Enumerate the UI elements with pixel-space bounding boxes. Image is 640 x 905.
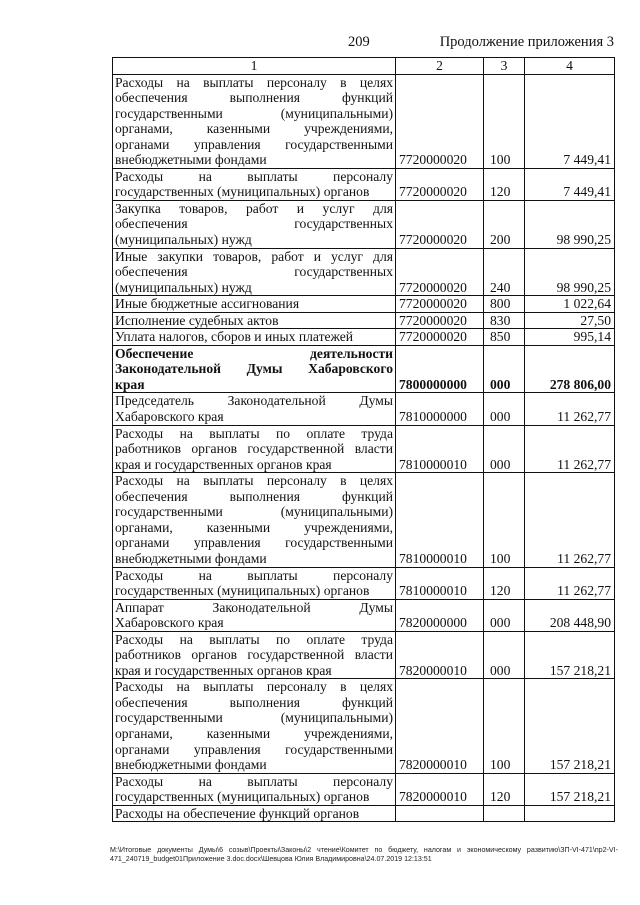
amount: 208 448,90 — [525, 599, 615, 631]
row-name-line: внебюджетными фондами — [115, 757, 267, 773]
row-name-line: государственными (муниципальными) — [115, 504, 393, 520]
row-name — [113, 805, 396, 822]
table-row — [113, 296, 615, 313]
target-article-code: 7820000000 — [396, 599, 484, 631]
amount: 7 449,41 — [525, 74, 615, 168]
row-name — [113, 74, 396, 168]
target-article-code: 7720000020 — [396, 248, 484, 296]
row-name-line: Законодательной Думы Хабаровского — [115, 361, 393, 377]
row-name-line: работников органов государственной власти — [115, 647, 393, 663]
amount: 278 806,00 — [525, 345, 615, 393]
expense-type-code: 850 — [484, 329, 525, 346]
column-number-row — [113, 58, 615, 75]
row-name — [113, 329, 396, 346]
row-name-line: органами, казенными учреждениями, — [115, 519, 393, 535]
table-row — [113, 425, 615, 473]
row-name-line: государственных (муниципальных) органов — [115, 789, 370, 805]
table-row — [113, 805, 615, 822]
amount: 157 218,21 — [525, 773, 615, 805]
amount: 1 022,64 — [525, 296, 615, 313]
row-name-line: Расходы на выплаты персоналу — [115, 773, 393, 789]
amount: 157 218,21 — [525, 679, 615, 773]
target-article-code: 7720000020 — [396, 74, 484, 168]
row-name — [113, 631, 396, 679]
table-row — [113, 345, 615, 393]
row-name-line: Расходы на выплаты по оплате труда — [115, 631, 393, 647]
row-name-line: Иные бюджетные ассигнования — [115, 296, 300, 312]
budget-table — [112, 57, 615, 822]
row-name-line: органами управления государственными — [115, 535, 393, 551]
table-row — [113, 393, 615, 425]
target-article-code: 7800000000 — [396, 345, 484, 393]
row-name-line: обеспечения выполнения функций — [115, 488, 393, 504]
row-name — [113, 473, 396, 567]
row-name-line: государственных (муниципальных) органов — [115, 583, 370, 599]
amount — [525, 805, 615, 822]
row-name — [113, 425, 396, 473]
row-name-line: органами, казенными учреждениями, — [115, 121, 393, 137]
target-article-code: 7820000010 — [396, 631, 484, 679]
expense-type-code: 100 — [484, 74, 525, 168]
row-name-line: Расходы на обеспечение функций органов — [115, 805, 360, 821]
target-article-code: 7720000020 — [396, 168, 484, 200]
table-row — [113, 168, 615, 200]
target-article-code — [396, 805, 484, 822]
expense-type-code: 000 — [484, 393, 525, 425]
amount: 11 262,77 — [525, 425, 615, 473]
row-name-line: органами управления государственными — [115, 741, 393, 757]
row-name-line: Расходы на выплаты персоналу — [115, 567, 393, 583]
table-row — [113, 631, 615, 679]
row-name-line: (муниципальных) нужд — [115, 279, 252, 295]
row-name-line: Председатель Законодательной Думы — [115, 393, 393, 409]
page-number: 209 — [348, 34, 370, 50]
table-row — [113, 74, 615, 168]
row-name-line: края и государственных органов края — [115, 456, 332, 472]
table-row — [113, 599, 615, 631]
row-name-line: обеспечения государственных — [115, 216, 393, 232]
expense-type-code: 200 — [484, 200, 525, 248]
row-name-line: Уплата налогов, сборов и иных платежей — [115, 329, 354, 345]
column-number: 3 — [484, 58, 525, 75]
amount: 11 262,77 — [525, 567, 615, 599]
continuation-label: Продолжение приложения 3 — [439, 34, 614, 50]
row-name-line: Расходы на выплаты персоналу в целях — [115, 74, 393, 90]
expense-type-code — [484, 805, 525, 822]
row-name-line: Исполнение судебных актов — [115, 312, 279, 328]
row-name-line: органами управления государственными — [115, 136, 393, 152]
target-article-code: 7820000010 — [396, 679, 484, 773]
row-name — [113, 599, 396, 631]
table-row — [113, 329, 615, 346]
target-article-code: 7810000010 — [396, 473, 484, 567]
expense-type-code: 000 — [484, 631, 525, 679]
row-name-line: обеспечения государственных — [115, 264, 393, 280]
row-name-line: внебюджетными фондами — [115, 152, 267, 168]
row-name-line: государственных (муниципальных) органов — [115, 184, 370, 200]
table-row — [113, 473, 615, 567]
expense-type-code: 240 — [484, 248, 525, 296]
expense-type-code: 100 — [484, 679, 525, 773]
column-number: 2 — [396, 58, 484, 75]
row-name-line: Закупка товаров, работ и услуг для — [115, 200, 393, 216]
expense-type-code: 120 — [484, 168, 525, 200]
row-name — [113, 312, 396, 329]
row-name-line: края и государственных органов края — [115, 662, 332, 678]
amount: 157 218,21 — [525, 631, 615, 679]
amount: 995,14 — [525, 329, 615, 346]
row-name-line: Расходы на выплаты по оплате труда — [115, 425, 393, 441]
row-name-line: органами, казенными учреждениями, — [115, 725, 393, 741]
amount: 98 990,25 — [525, 248, 615, 296]
row-name-line: Иные закупки товаров, работ и услуг для — [115, 248, 393, 264]
row-name-line: работников органов государственной власти — [115, 441, 393, 457]
target-article-code: 7820000010 — [396, 773, 484, 805]
row-name — [113, 567, 396, 599]
page-header — [112, 34, 614, 52]
amount: 11 262,77 — [525, 473, 615, 567]
row-name — [113, 393, 396, 425]
footer-path: М:\Итоговые документы Думы\6 созыв\Проекты\Законы\2 чтение\Комитет по бюджету, налогам и экономическому развитию\ЗП-VI-471\пр2-VI-471_240719_budget01Приложение 3.doc.docx\Шевцова Юлия Владимировна\24.07.2019 12:13:51 — [110, 846, 618, 863]
target-article-code: 7810000010 — [396, 425, 484, 473]
row-name-line: Хабаровского края — [115, 409, 224, 425]
table-row — [113, 248, 615, 296]
expense-type-code: 000 — [484, 599, 525, 631]
amount: 7 449,41 — [525, 168, 615, 200]
amount: 11 262,77 — [525, 393, 615, 425]
table-row — [113, 200, 615, 248]
target-article-code: 7810000010 — [396, 567, 484, 599]
row-name-line: края — [115, 376, 145, 392]
expense-type-code: 000 — [484, 425, 525, 473]
row-name-line: государственными (муниципальными) — [115, 105, 393, 121]
row-name-line: внебюджетными фондами — [115, 550, 267, 566]
row-name-line: Расходы на выплаты персоналу в целях — [115, 679, 393, 695]
table-row — [113, 773, 615, 805]
column-number: 1 — [113, 58, 396, 75]
target-article-code: 7810000000 — [396, 393, 484, 425]
row-name-line: обеспечения выполнения функций — [115, 694, 393, 710]
expense-type-code: 100 — [484, 473, 525, 567]
table-row — [113, 312, 615, 329]
row-name — [113, 296, 396, 313]
expense-type-code: 120 — [484, 567, 525, 599]
row-name-line: обеспечения выполнения функций — [115, 90, 393, 106]
column-number: 4 — [525, 58, 615, 75]
table-row — [113, 567, 615, 599]
row-name — [113, 345, 396, 393]
row-name-line: (муниципальных) нужд — [115, 232, 252, 248]
expense-type-code: 800 — [484, 296, 525, 313]
row-name-line: Аппарат Законодательной Думы — [115, 599, 393, 615]
row-name-line: Расходы на выплаты персоналу — [115, 168, 393, 184]
table-row — [113, 679, 615, 773]
target-article-code: 7720000020 — [396, 329, 484, 346]
row-name — [113, 679, 396, 773]
row-name-line: Расходы на выплаты персоналу в целях — [115, 473, 393, 489]
row-name-line: Хабаровского края — [115, 615, 224, 631]
row-name-line: Обеспечение деятельности — [115, 345, 393, 361]
row-name — [113, 200, 396, 248]
target-article-code: 7720000020 — [396, 200, 484, 248]
row-name-line: государственными (муниципальными) — [115, 710, 393, 726]
expense-type-code: 120 — [484, 773, 525, 805]
target-article-code: 7720000020 — [396, 312, 484, 329]
target-article-code: 7720000020 — [396, 296, 484, 313]
row-name — [113, 168, 396, 200]
expense-type-code: 000 — [484, 345, 525, 393]
row-name — [113, 773, 396, 805]
amount: 98 990,25 — [525, 200, 615, 248]
amount: 27,50 — [525, 312, 615, 329]
expense-type-code: 830 — [484, 312, 525, 329]
row-name — [113, 248, 396, 296]
